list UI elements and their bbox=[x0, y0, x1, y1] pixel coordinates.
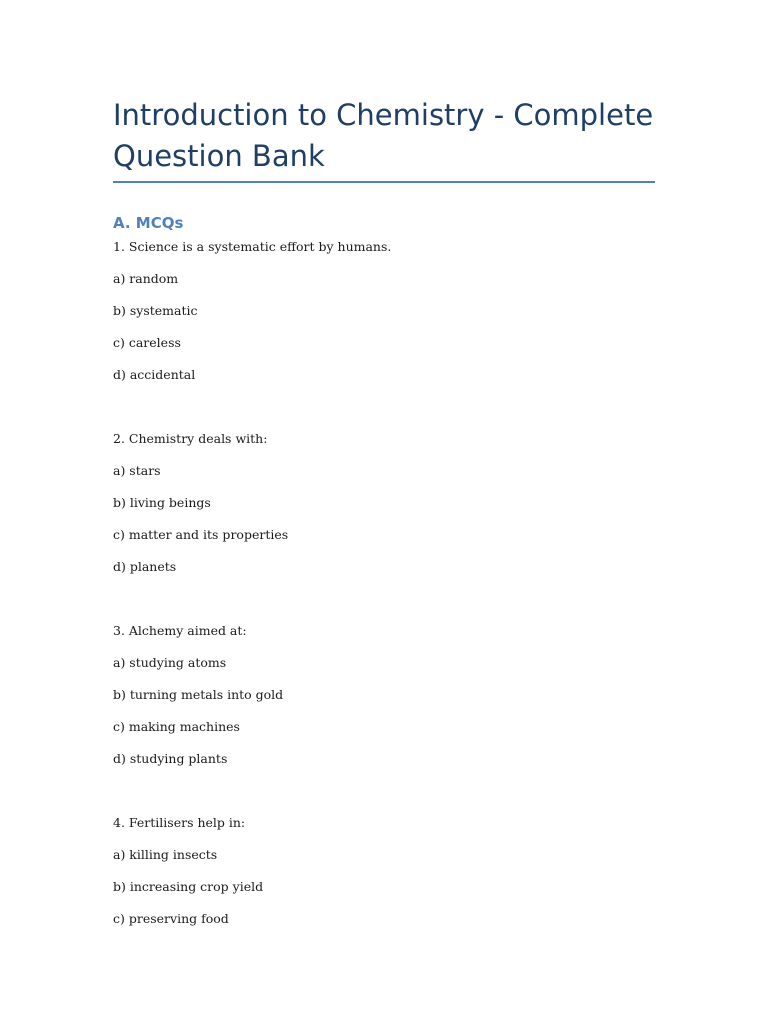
question-4-option-a: a) killing insects bbox=[113, 847, 218, 862]
question-2-option-b: b) living beings bbox=[113, 495, 211, 510]
question-2-prompt: 2. Chemistry deals with: bbox=[113, 431, 268, 446]
document-page bbox=[113, 95, 655, 926]
question-3-option-d: d) studying plants bbox=[113, 751, 228, 766]
question-1-option-b: b) systematic bbox=[113, 303, 198, 318]
question-3-option-c: c) making machines bbox=[113, 719, 240, 734]
question-1-option-c: c) careless bbox=[113, 335, 181, 350]
question-1-prompt: 1. Science is a systematic effort by humans. bbox=[113, 239, 392, 254]
question-1-option-a: a) random bbox=[113, 271, 179, 286]
question-3-option-b: b) turning metals into gold bbox=[113, 687, 284, 702]
section-heading-mcqs: A. MCQs bbox=[113, 214, 184, 232]
question-3-prompt: 3. Alchemy aimed at: bbox=[113, 623, 247, 638]
question-2-option-c: c) matter and its properties bbox=[113, 527, 289, 542]
document-title: Introduction to Chemistry - Complete Question Bank bbox=[113, 98, 654, 173]
title-underline bbox=[113, 181, 655, 183]
question-3-option-a: a) studying atoms bbox=[113, 655, 227, 670]
question-4-option-b: b) increasing crop yield bbox=[113, 879, 264, 894]
question-2-option-a: a) stars bbox=[113, 463, 161, 478]
question-4-option-c: c) preserving food bbox=[113, 911, 229, 926]
question-2-option-d: d) planets bbox=[113, 559, 177, 574]
question-1-option-d: d) accidental bbox=[113, 367, 196, 382]
question-4-prompt: 4. Fertilisers help in: bbox=[113, 815, 246, 830]
